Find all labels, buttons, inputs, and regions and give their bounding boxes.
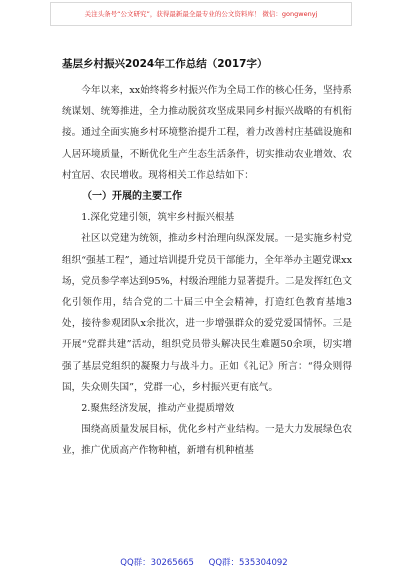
item-paragraph-1: 社区以党建为统领，推动乡村治理向纵深发展。一是实施乡村党组织“强基工程”，通过培训提升党员干部能力，全年举办主题党课xx场，党员参学率达到95%，村级治理能力显著提升。二是发挥红色文化引领作用，结合党的二十届三中全会精神，打造红色教育基地3处，接待参观团队x余批次，进一步增强群众的爱党爱国情怀。三是开展“党群共建”活动，组织党员带头解决民生难题50余项，切实增强了基层党组织的凝聚力与战斗力。正如《礼记》所言：“得众则得国，失众则失国”，党群一心，乡村振兴更有底气。 xyxy=(62,233,352,393)
item-heading-2: 2.聚焦经济发展，推动产业提质增效 xyxy=(81,403,235,415)
banner-text: 关注头条号“公文研究”，获得最新最全最专业的公文资料库！ 微信：gongwenyj xyxy=(84,10,318,18)
document-title: 基层乡村振兴2024年工作总结（2017字） xyxy=(62,58,268,70)
intro-paragraph: 今年以来，xx始终将乡村振兴作为全局工作的核心任务，坚持系统谋划、统筹推进，全力推动脱贫攻坚成果同乡村振兴战略的有机衔接。通过全面实施乡村环境整治提升工程，着力改善村庄基础设施和人居环境质量，不断优化生产生态生活条件，切实推动农业增效、农村宜居、农民增收。现将相关工作总结如下： xyxy=(62,85,352,181)
item-heading-1: 1.深化党建引领，筑牢乡村振兴根基 xyxy=(81,212,235,224)
footer-qq-group-1: QQ群：30265665 xyxy=(120,558,194,568)
footer-contacts xyxy=(0,556,408,568)
item-paragraph-2: 围绕高质量发展目标，优化乡村产业结构。一是大力发展绿色农业，推广优质高产作物种植，新增有机种植基 xyxy=(62,424,352,457)
header-banner xyxy=(50,2,352,26)
document-body xyxy=(62,56,352,462)
footer-qq-group-2: QQ群：535304092 xyxy=(208,558,288,568)
section-heading: （一）开展的主要工作 xyxy=(82,191,182,203)
